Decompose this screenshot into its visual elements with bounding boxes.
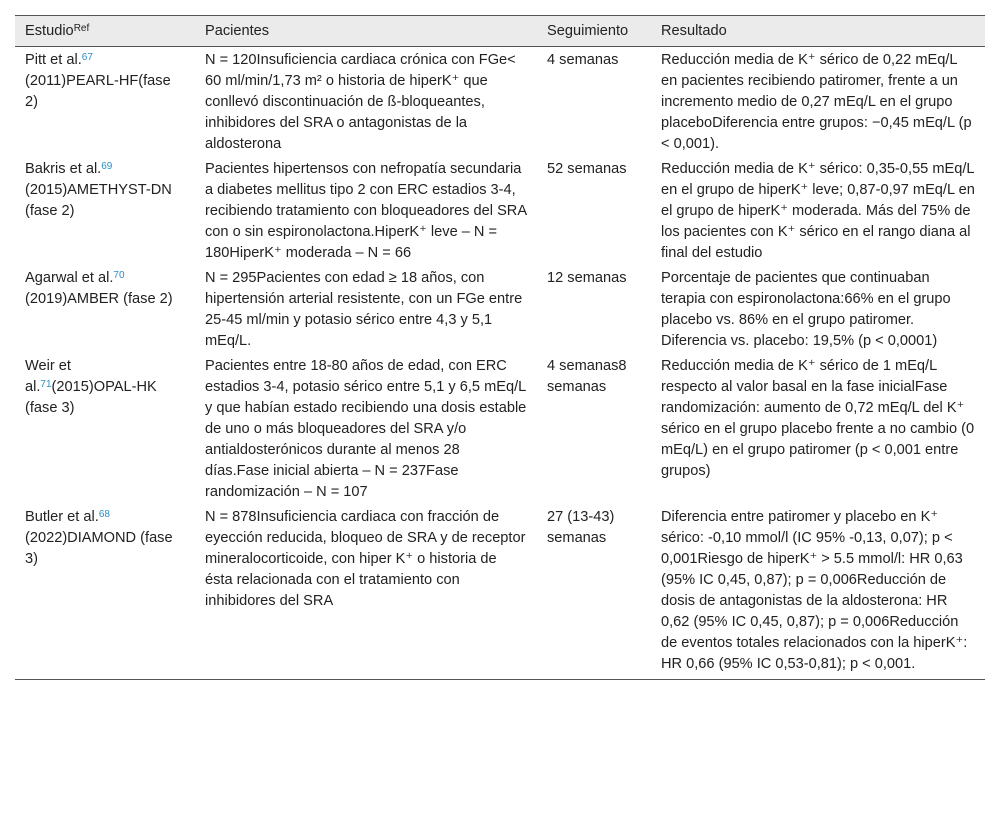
study-cell: Agarwal et al.$^{70}$ (2019)AMBER (fase 2) bbox=[25, 270, 173, 307]
studies-table bbox=[15, 15, 985, 680]
header-followup: Seguimiento bbox=[537, 16, 651, 47]
result-cell: Diferencia entre patiromer y placebo en K⁺ sérico: -0,10 mmol/l (IC 95% -0,13, 0,07); p < 0,001Riesgo de hiperK⁺ > 5.5 mmol/l: HR 0,63 (95% IC 0,45, 0,87); p = 0,006Reducción de dosis de antagonistas de la aldosterona: HR 0,62 (95% IC 0,45, 0,87); p = 0,006Reducción de eventos totales relacionados con la hiperK⁺: HR 0,66 (95% IC 0,53-0,81); p < 0,001. bbox=[651, 504, 985, 680]
result-cell: Porcentaje de pacientes que continuaban terapia con espironolactona:66% en el grupo placebo vs. 86% en el grupo patiromer. Diferencia vs. placebo: 19,5% (p < 0,0001) bbox=[661, 270, 951, 349]
table-row bbox=[15, 265, 985, 353]
study-cell: Weir et al.$^{71}$(2015)OPAL-HK (fase 3) bbox=[25, 358, 157, 416]
header-result: Resultado bbox=[651, 16, 985, 47]
study-cell: Butler et al.$^{68}$ (2022)DIAMOND (fase 3) bbox=[15, 504, 195, 680]
result-cell: Reducción media de K⁺ sérico: 0,35-0,55 mEq/L en el grupo de hiperK⁺ leve; 0,87-0,97 mEq/L en el grupo de hiperK⁺ moderada. Más del 75% de los pacientes con K⁺ sérico en el rango diana al final del estudio bbox=[661, 161, 975, 261]
reference-link[interactable]: 70 bbox=[113, 270, 125, 281]
header-patients: Pacientes bbox=[195, 16, 537, 47]
followup-cell: 12 semanas bbox=[547, 270, 627, 286]
header-study-sup: Ref bbox=[73, 23, 90, 34]
reference-link[interactable]: 67 bbox=[81, 52, 93, 63]
patients-cell: N = 295Pacientes con edad ≥ 18 años, con hipertensión arterial resistente, con un FGe entre 25-45 ml/min y potasio sérico entre 4,3 y 5,1 mEq/L. bbox=[205, 270, 523, 349]
followup-cell: 4 semanas8 semanas bbox=[547, 358, 627, 395]
followup-cell: 52 semanas bbox=[547, 161, 627, 177]
result-cell: Reducción media de K⁺ sérico de 1 mEq/L respecto al valor basal en la fase inicialFase randomización: aumento de 0,72 mEq/L del K⁺ sérico en el grupo placebo frente a no cambio (0 mEq/L) en el grupo patiromer (p < 0,001 entre grupos) bbox=[661, 358, 975, 479]
patients-cell: N = 878Insuficiencia cardiaca con fracción de eyección reducida, bloqueo de SRA y de receptor mineralocorticoide, con hiper K⁺ o historia de ésta relacionada con el tratamiento con inhibidores del SRA bbox=[195, 504, 537, 680]
header-study: Estudio$^{Ref}$ bbox=[15, 16, 195, 47]
study-cell: Bakris et al.$^{69}$ (2015)AMETHYST-DN (fase 2) bbox=[25, 161, 172, 219]
followup-cell: 27 (13-43) semanas bbox=[537, 504, 651, 680]
table-row bbox=[15, 47, 985, 157]
table-row bbox=[15, 353, 985, 504]
table-row bbox=[15, 504, 985, 680]
patients-cell: Pacientes hipertensos con nefropatía secundaria a diabetes mellitus tipo 2 con ERC estadios 3-4, recibiendo tratamiento con bloqueadores del SRA con o sin espironolactona.HiperK⁺ leve – N = 180HiperK⁺ moderada – N = 66 bbox=[205, 161, 527, 261]
reference-link[interactable]: 68 bbox=[98, 509, 110, 520]
table-row bbox=[15, 156, 985, 265]
study-cell: Pitt et al.$^{67}$ (2011)PEARL-HF(fase 2) bbox=[25, 52, 171, 110]
reference-link[interactable]: 69 bbox=[101, 161, 113, 172]
studies-table-container bbox=[15, 15, 985, 680]
result-cell: Reducción media de K⁺ sérico de 0,22 mEq/L en pacientes recibiendo patiromer, frente a un incremento medio de 0,27 mEq/L en el grupo placeboDiferencia entre grupos: −0,45 mEq/L (p < 0,001). bbox=[661, 52, 972, 152]
patients-cell: N = 120Insuficiencia cardiaca crónica con FGe< 60 ml/min/1,73 m² o historia de hiperK⁺ que conllevó discontinuación de ß-bloqueantes, inhibidores del SRA o antagonistas de la aldosterona bbox=[205, 52, 516, 152]
table-header-row bbox=[15, 16, 985, 47]
followup-cell: 4 semanas bbox=[547, 52, 619, 68]
reference-link[interactable]: 71 bbox=[40, 379, 52, 390]
patients-cell: Pacientes entre 18-80 años de edad, con ERC estadios 3-4, potasio sérico entre 5,1 y 6,5 mEq/L y que habían estado recibiendo una dosis estable de uno o más bloqueadores del SRA y/o antialdosterónicos durante al menos 28 días.Fase inicial abierta – N = 237Fase randomización – N = 107 bbox=[205, 358, 527, 500]
